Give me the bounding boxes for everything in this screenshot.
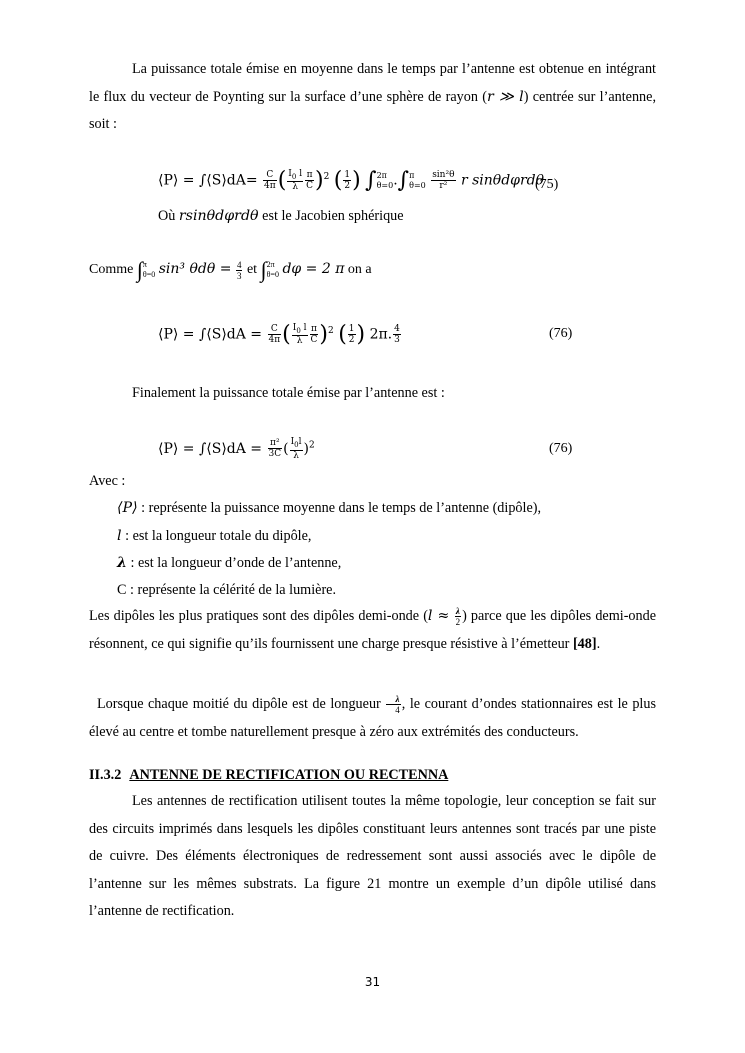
comme-label: Comme bbox=[89, 262, 134, 278]
def-text: : est la longueur d’onde de l’antenne, bbox=[126, 555, 342, 571]
eq76a-tail: 2π. bbox=[369, 326, 393, 343]
eq76a-number: (76) bbox=[549, 326, 573, 341]
section-heading bbox=[89, 767, 448, 784]
equation-76a: ⟨P⟩ = ∫⟨S⟩dA = $\frac{C}{4\pi}$ ( $\frac{I_0 l}{\lambda}$ $\frac{\pi}{C}$ )$^2$ ( $\frac{1}{2}$ ) 2π. $\frac{4}{3}$ bbox=[158, 322, 400, 347]
comme-line: Comme ∫ π θ=0 sin³ θdθ = $\frac{4}{3}$ et ∫ 2π θ=0 dφ = 2 π on a bbox=[89, 257, 372, 282]
def-text: : représente la puissance moyenne dans le temps de l’antenne (dipôle), bbox=[137, 500, 542, 516]
intro-text-b: ) centrée sur l’antenne, soit : bbox=[89, 88, 656, 132]
def-symbol: l bbox=[117, 528, 122, 544]
eq75-lhs: ⟨P⟩ = ∫⟨S⟩dA= bbox=[158, 172, 258, 189]
avec-label: Avec : bbox=[89, 473, 126, 489]
definition-item bbox=[117, 553, 341, 573]
def-text: : représente la célérité de la lumière. bbox=[126, 582, 337, 598]
rectenna-paragraph: Les antennes de rectification utilisent toutes la même topologie, leur conception se fait sur des circuits imprimés dans lesquels les dipôles constituant leurs antennes sont tracés par une piste de cuivre. Des éléments électroniques de redressement sont aussi associés avec le dipôle de l’antenne sur les mêmes substrats. La figure 21 montre un exemple d’un dipôle utilisé dans l’antenne de rectification. bbox=[89, 793, 656, 919]
eq75-integrand: r sinθdφrdθ bbox=[460, 172, 545, 189]
eq76a-lhs: ⟨P⟩ = ∫⟨S⟩dA = bbox=[158, 326, 263, 343]
jacobian-prefix: Où bbox=[158, 208, 179, 224]
def-text: : est la longueur totale du dipôle, bbox=[121, 528, 312, 544]
jacobian-suffix: est le Jacobien sphérique bbox=[258, 208, 404, 224]
lorsque-text-a: Lorsque chaque moitié du dipôle est de longueur bbox=[97, 696, 386, 712]
equation-75: ⟨P⟩ = ∫⟨S⟩dA= $\frac{C}{4\pi}$ ( $\frac{I_0 l}{\lambda}$ $\frac{\pi}{C}$ )$^2$ ( $\frac{1}{2}$ ) ∫ 2π θ=0 .∫ π θ=0 $\frac{\text{sin²θ}}{\text{r²}}$ r sinθdφrdθ bbox=[158, 168, 545, 193]
comme-integral-2: dφ = 2 π bbox=[282, 261, 345, 278]
eq76b-lhs: ⟨P⟩ = ∫⟨S⟩dA = bbox=[158, 440, 263, 457]
page-number: 31 bbox=[364, 975, 381, 989]
dipoles-text-a: Les dipôles les plus pratiques sont des dipôles demi-onde ( bbox=[89, 608, 428, 624]
dipoles-paragraph: Les dipôles les plus pratiques sont des dipôles demi-onde (l ≈ $\frac{\lambda}{2}$ ) parce que les dipôles demi-onde résonnent, ce qui signifie qu’ils fournissent une charge presque résistive à l’émetteur [48]. bbox=[89, 606, 657, 652]
lorsque-paragraph: Lorsque chaque moitié du dipôle est de longueur $\frac{\lambda}{4}$ , le courant d’ondes stationnaires est le plus élevé au centre et tombe naturellement presque à zéro aux extrémités des conducteurs. bbox=[89, 694, 656, 740]
eq76b-number: (76) bbox=[549, 441, 573, 456]
jacobian-line bbox=[158, 206, 404, 226]
def-symbol: λ bbox=[117, 555, 127, 571]
lorsque-text-b: , le courant d’ondes stationnaires est le plus élevé au centre et tombe naturellement presque à zéro aux extrémités des conducteurs. bbox=[89, 696, 656, 740]
equation-76b: ⟨P⟩ = ∫⟨S⟩dA = $\frac{\text{π²}}{3C}$ ( $\frac{I_0l}{\lambda}$ )$^2$ bbox=[158, 437, 315, 461]
section-title: ANTENNE DE RECTIFICATION OU RECTENNA bbox=[129, 767, 449, 783]
comme-et: et bbox=[246, 262, 258, 278]
final-sentence: Finalement la puissance totale émise par l’antenne est : bbox=[132, 385, 445, 401]
def-symbol: C bbox=[117, 582, 127, 598]
dipoles-approx: l ≈ bbox=[427, 608, 450, 624]
definition-item bbox=[117, 498, 541, 518]
def-symbol: ⟨P⟩ bbox=[117, 500, 138, 516]
intro-paragraph bbox=[89, 56, 656, 139]
comme-integral-1: sin³ θdθ = bbox=[158, 261, 232, 278]
eq75-number: (75) bbox=[535, 177, 559, 192]
intro-text-a: La puissance totale émise en moyenne dans le temps par l’antenne est obtenue en intégrant le flux du vecteur de Poynting sur la surface d’une sphère de rayon ( bbox=[89, 61, 656, 105]
definition-item bbox=[117, 580, 336, 600]
definition-item bbox=[117, 526, 311, 546]
dipoles-text-c: . bbox=[596, 635, 601, 652]
section-number: II.3.2 bbox=[89, 767, 122, 783]
comme-on-a: on a bbox=[347, 262, 372, 278]
jacobian-math: rsinθdφrdθ bbox=[178, 208, 259, 224]
dipoles-text-b: ) parce que les dipôles demi-onde résonnent, ce qui signifie qu’ils fournissent une charge presque résistive à l’émetteur bbox=[89, 608, 657, 652]
intro-condition: r ≫ l bbox=[486, 88, 524, 105]
dipoles-reference: [48] bbox=[572, 635, 597, 652]
